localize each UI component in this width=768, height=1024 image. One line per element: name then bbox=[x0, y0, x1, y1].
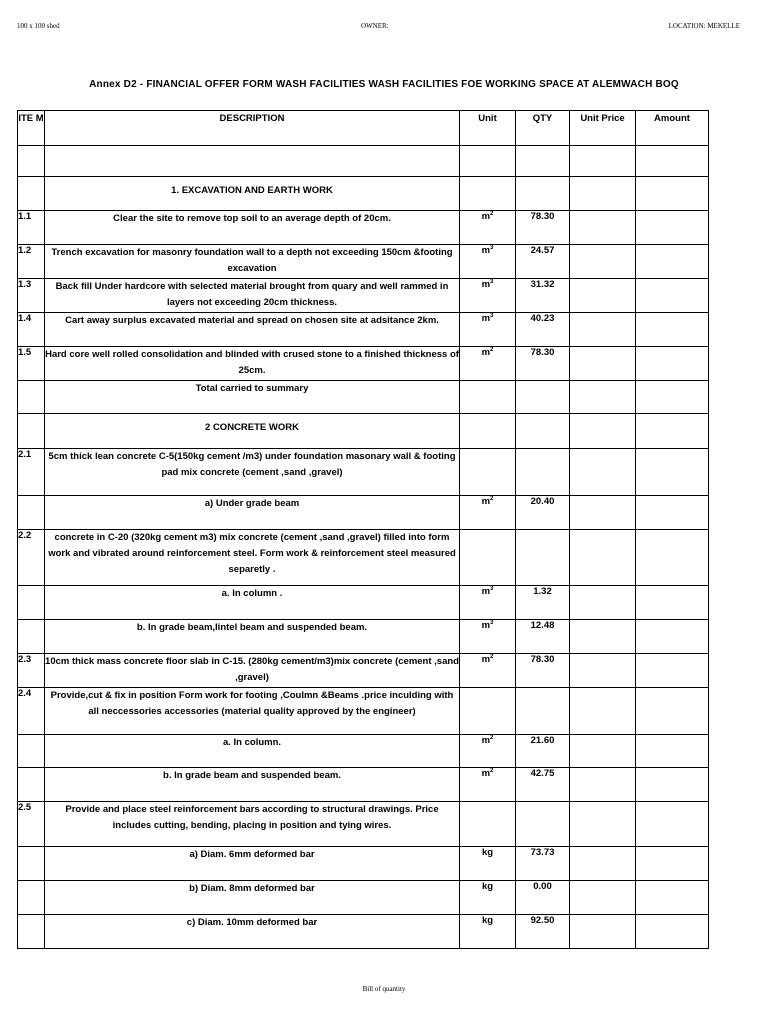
description-cell: Hard core well rolled consolidation and blinded with crused stone to a finished thickness of 25cm. bbox=[45, 347, 460, 381]
unit-price-cell bbox=[570, 279, 636, 313]
item-number-cell bbox=[18, 847, 45, 881]
unit-cell bbox=[460, 414, 516, 449]
amount-cell bbox=[636, 414, 709, 449]
unit-exponent: 2 bbox=[490, 211, 494, 217]
unit-text: kg bbox=[481, 847, 494, 859]
amount-cell bbox=[636, 735, 709, 768]
item-number-cell bbox=[18, 496, 45, 530]
qty-cell: 92.50 bbox=[516, 915, 570, 949]
unit-price-column-header: Unit Price bbox=[570, 111, 636, 146]
description-cell: 1. EXCAVATION AND EARTH WORK bbox=[45, 177, 460, 211]
unit-price-cell bbox=[570, 347, 636, 381]
qty-cell: 31.32 bbox=[516, 279, 570, 313]
item-number-cell bbox=[18, 735, 45, 768]
unit-price-cell bbox=[570, 768, 636, 802]
unit-exponent: 2 bbox=[490, 735, 494, 741]
qty-cell: 0.00 bbox=[516, 881, 570, 915]
unit-cell bbox=[460, 496, 516, 530]
unit-text: kg bbox=[481, 881, 494, 893]
qty-cell: 73.73 bbox=[516, 847, 570, 881]
description-cell: 10cm thick mass concrete floor slab in C-15. (280kg cement/m3)mix concrete (cement ,sand ,gravel) bbox=[45, 654, 460, 688]
unit-text: m bbox=[481, 768, 491, 780]
unit-price-cell bbox=[570, 530, 636, 586]
description-cell: a) Diam. 6mm deformed bar bbox=[45, 847, 460, 881]
table-row bbox=[18, 496, 709, 530]
qty-cell: 12.48 bbox=[516, 620, 570, 654]
unit-text: m bbox=[481, 313, 491, 325]
unit-price-cell bbox=[570, 688, 636, 735]
unit-cell bbox=[460, 279, 516, 313]
item-number-cell bbox=[18, 414, 45, 449]
description-cell: 5cm thick lean concrete C-5(150kg cement /m3) under foundation masonary wall & footing pad mix concrete (cement ,sand ,gravel) bbox=[45, 449, 460, 496]
item-number-cell bbox=[18, 177, 45, 211]
unit-text: m bbox=[481, 620, 491, 632]
table-row bbox=[18, 414, 709, 449]
table-row bbox=[18, 881, 709, 915]
amount-cell bbox=[636, 146, 709, 177]
table-row bbox=[18, 245, 709, 279]
qty-cell bbox=[516, 688, 570, 735]
unit-cell bbox=[460, 688, 516, 735]
item-number-cell: 1.3 bbox=[18, 279, 45, 313]
unit-cell bbox=[460, 915, 516, 949]
unit-price-cell bbox=[570, 881, 636, 915]
qty-cell: 78.30 bbox=[516, 654, 570, 688]
unit-text: kg bbox=[481, 915, 494, 927]
qty-cell: 40.23 bbox=[516, 313, 570, 347]
unit-exponent: 2 bbox=[490, 347, 494, 353]
item-number-cell: 2.1 bbox=[18, 449, 45, 496]
unit-cell bbox=[460, 177, 516, 211]
description-cell: a. In column . bbox=[45, 586, 460, 620]
unit-price-cell bbox=[570, 915, 636, 949]
description-cell: Total carried to summary bbox=[45, 381, 460, 414]
table-row bbox=[18, 915, 709, 949]
qty-cell bbox=[516, 449, 570, 496]
amount-cell bbox=[636, 620, 709, 654]
unit-text: m bbox=[481, 211, 491, 223]
unit-text: m bbox=[481, 245, 491, 257]
header-location-text: LOCATION: MEKELLE bbox=[668, 22, 740, 30]
unit-exponent: 3 bbox=[490, 586, 494, 592]
description-cell: Trench excavation for masonry foundation wall to a depth not exceeding 150cm &footing excavation bbox=[45, 245, 460, 279]
amount-cell bbox=[636, 496, 709, 530]
header-owner-text: OWNER: bbox=[361, 22, 389, 30]
item-number-cell: 2.2 bbox=[18, 530, 45, 586]
amount-cell bbox=[636, 245, 709, 279]
unit-cell bbox=[460, 768, 516, 802]
header-left-text: 100 x 100 shed bbox=[17, 22, 60, 30]
amount-column-header: Amount bbox=[636, 111, 709, 146]
unit-cell bbox=[460, 654, 516, 688]
description-cell: a) Under grade beam bbox=[45, 496, 460, 530]
unit-price-cell bbox=[570, 414, 636, 449]
item-number-cell bbox=[18, 915, 45, 949]
unit-exponent: 3 bbox=[490, 313, 494, 319]
amount-cell bbox=[636, 347, 709, 381]
unit-cell bbox=[460, 313, 516, 347]
unit-price-cell bbox=[570, 620, 636, 654]
amount-cell bbox=[636, 688, 709, 735]
amount-cell bbox=[636, 530, 709, 586]
item-number-cell bbox=[18, 620, 45, 654]
qty-cell bbox=[516, 530, 570, 586]
table-row bbox=[18, 347, 709, 381]
item-number-cell bbox=[18, 881, 45, 915]
unit-cell bbox=[460, 449, 516, 496]
table-row bbox=[18, 735, 709, 768]
item-number-cell bbox=[18, 381, 45, 414]
unit-price-cell bbox=[570, 847, 636, 881]
table-row bbox=[18, 177, 709, 211]
qty-cell bbox=[516, 381, 570, 414]
item-column-header: ITE M bbox=[18, 111, 45, 146]
qty-cell bbox=[516, 802, 570, 847]
amount-cell bbox=[636, 847, 709, 881]
unit-price-cell bbox=[570, 449, 636, 496]
qty-cell: 24.57 bbox=[516, 245, 570, 279]
unit-cell bbox=[460, 735, 516, 768]
qty-cell: 21.60 bbox=[516, 735, 570, 768]
document-title: Annex D2 - FINANCIAL OFFER FORM WASH FACILITIES WASH FACILITIES FOE WORKING SPACE AT ALEMWACH BOQ bbox=[89, 79, 679, 90]
amount-cell bbox=[636, 313, 709, 347]
amount-cell bbox=[636, 802, 709, 847]
unit-exponent: 3 bbox=[490, 620, 494, 626]
item-number-cell: 1.1 bbox=[18, 211, 45, 245]
unit-price-cell bbox=[570, 313, 636, 347]
qty-cell: 78.30 bbox=[516, 347, 570, 381]
unit-exponent: 3 bbox=[490, 279, 494, 285]
table-row bbox=[18, 620, 709, 654]
description-cell: c) Diam. 10mm deformed bar bbox=[45, 915, 460, 949]
item-number-cell: 2.3 bbox=[18, 654, 45, 688]
unit-cell bbox=[460, 881, 516, 915]
table-row bbox=[18, 279, 709, 313]
description-cell: b) Diam. 8mm deformed bar bbox=[45, 881, 460, 915]
table-row bbox=[18, 688, 709, 735]
table-row bbox=[18, 313, 709, 347]
table-row bbox=[18, 211, 709, 245]
unit-exponent: 2 bbox=[490, 496, 494, 502]
qty-cell: 42.75 bbox=[516, 768, 570, 802]
amount-cell bbox=[636, 279, 709, 313]
description-cell: b. In grade beam and suspended beam. bbox=[45, 768, 460, 802]
unit-cell bbox=[460, 211, 516, 245]
amount-cell bbox=[636, 586, 709, 620]
item-number-cell bbox=[18, 768, 45, 802]
qty-cell: 78.30 bbox=[516, 211, 570, 245]
unit-text: m bbox=[481, 586, 491, 598]
item-number-cell bbox=[18, 586, 45, 620]
description-cell: b. In grade beam,lintel beam and suspended beam. bbox=[45, 620, 460, 654]
table-row bbox=[18, 586, 709, 620]
table-row bbox=[18, 449, 709, 496]
unit-price-cell bbox=[570, 735, 636, 768]
unit-price-cell bbox=[570, 211, 636, 245]
amount-cell bbox=[636, 381, 709, 414]
qty-cell bbox=[516, 177, 570, 211]
unit-cell bbox=[460, 245, 516, 279]
qty-cell: 20.40 bbox=[516, 496, 570, 530]
unit-exponent: 3 bbox=[490, 245, 494, 251]
description-cell: Provide and place steel reinforcement bars according to structural drawings. Price includes cutting, bending, placing in position and tying wires. bbox=[45, 802, 460, 847]
amount-cell bbox=[636, 177, 709, 211]
unit-text: m bbox=[481, 735, 491, 747]
unit-price-cell bbox=[570, 586, 636, 620]
item-number-cell: 1.4 bbox=[18, 313, 45, 347]
unit-text: m bbox=[481, 496, 491, 508]
unit-cell bbox=[460, 530, 516, 586]
unit-text: m bbox=[481, 347, 491, 359]
unit-cell bbox=[460, 586, 516, 620]
unit-exponent: 2 bbox=[490, 654, 494, 660]
qty-column-header: QTY bbox=[516, 111, 570, 146]
unit-exponent: 2 bbox=[490, 768, 494, 774]
amount-cell bbox=[636, 211, 709, 245]
table-row bbox=[18, 768, 709, 802]
unit-cell bbox=[460, 802, 516, 847]
unit-text: m bbox=[481, 279, 491, 291]
item-number-cell bbox=[18, 146, 45, 177]
unit-cell bbox=[460, 381, 516, 414]
unit-cell bbox=[460, 146, 516, 177]
qty-cell: 1.32 bbox=[516, 586, 570, 620]
table-header-row bbox=[18, 111, 709, 146]
description-cell: a. In column. bbox=[45, 735, 460, 768]
qty-cell bbox=[516, 414, 570, 449]
description-column-header: DESCRIPTION bbox=[45, 111, 460, 146]
unit-cell bbox=[460, 620, 516, 654]
unit-price-cell bbox=[570, 146, 636, 177]
description-cell: Cart away surplus excavated material and spread on chosen site at adsitance 2km. bbox=[45, 313, 460, 347]
unit-text: m bbox=[481, 654, 491, 666]
qty-cell bbox=[516, 146, 570, 177]
amount-cell bbox=[636, 654, 709, 688]
unit-cell bbox=[460, 847, 516, 881]
unit-price-cell bbox=[570, 177, 636, 211]
boq-table bbox=[17, 110, 709, 949]
unit-price-cell bbox=[570, 245, 636, 279]
item-number-cell: 2.4 bbox=[18, 688, 45, 735]
item-number-cell: 1.2 bbox=[18, 245, 45, 279]
description-cell: Clear the site to remove top soil to an average depth of 20cm. bbox=[45, 211, 460, 245]
description-cell: Back fill Under hardcore with selected material brought from quary and well rammed in layers not exceeding 20cm thickness. bbox=[45, 279, 460, 313]
description-cell bbox=[45, 146, 460, 177]
item-number-cell: 1.5 bbox=[18, 347, 45, 381]
amount-cell bbox=[636, 768, 709, 802]
table-row bbox=[18, 146, 709, 177]
table-row bbox=[18, 847, 709, 881]
description-cell: concrete in C-20 (320kg cement m3) mix concrete (cement ,sand ,gravel) filled into form work and vibrated around reinforcement steel. Form work & reinforcement steel measured separetly . bbox=[45, 530, 460, 586]
unit-price-cell bbox=[570, 654, 636, 688]
amount-cell bbox=[636, 881, 709, 915]
description-cell: Provide,cut & fix in position Form work for footing ,Coulmn &Beams .price inculding with all neccessories accessories (material quality approved by the engineer) bbox=[45, 688, 460, 735]
page-footer: Bill of quantity bbox=[362, 985, 406, 993]
amount-cell bbox=[636, 915, 709, 949]
unit-column-header: Unit bbox=[460, 111, 516, 146]
table-row bbox=[18, 381, 709, 414]
table-row bbox=[18, 530, 709, 586]
amount-cell bbox=[636, 449, 709, 496]
description-cell: 2 CONCRETE WORK bbox=[45, 414, 460, 449]
unit-price-cell bbox=[570, 496, 636, 530]
table-row bbox=[18, 802, 709, 847]
unit-cell bbox=[460, 347, 516, 381]
unit-price-cell bbox=[570, 381, 636, 414]
table-row bbox=[18, 654, 709, 688]
item-number-cell: 2.5 bbox=[18, 802, 45, 847]
unit-price-cell bbox=[570, 802, 636, 847]
